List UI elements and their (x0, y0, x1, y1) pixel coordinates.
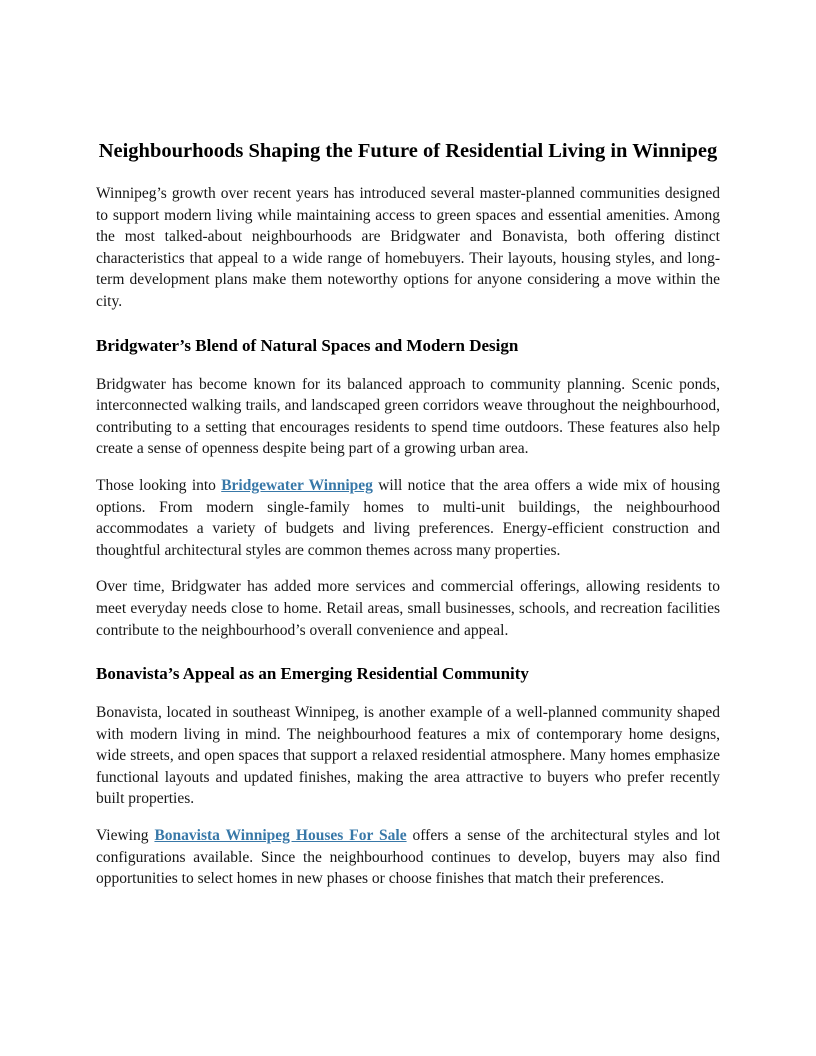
paragraph-text: will notice that the area offers a wide mix of housing options. From modern single-family homes to multi-unit buildings, the neighbourhood accommodates a variety of budgets and living preferences. Energy-efficient construction and thoughtful architectural styles are common themes across many properties. (96, 476, 721, 559)
paragraph-text: offers a sense of the architectural styles and lot configurations available. Since the neighbourhood continues to develop, buyers may also find opportunities to select homes in new phases or choose finishes that match their preferences. (96, 827, 720, 888)
paragraph-text: Bonavista, located in southeast Winnipeg, is another example of a well-planned community shaped with modern living in mind. The neighbourhood features a mix of contemporary home designs, wide streets, and open spaces that support a relaxed residential atmosphere. Many homes emphasize functional layouts and updated finishes, making the area attractive to buyers who prefer recently built properties. (96, 704, 720, 808)
heading-bridgwater: Bridgwater’s Blend of Natural Spaces and Modern Design (96, 335, 519, 355)
paragraph-text: Over time, Bridgwater has added more services and commercial offerings, allowing residents to meet everyday needs close to home. Retail areas, small businesses, schools, and recreation facilities contribute to the neighbourhood’s overall convenience and appeal. (96, 578, 720, 639)
bridgewater-winnipeg-link[interactable]: Bridgewater Winnipeg (221, 476, 373, 494)
bridgwater-paragraph-3 (96, 576, 720, 641)
paragraph-text: Winnipeg’s growth over recent years has introduced several master-planned communities designed to support modern living while maintaining access to green spaces and essential amenities. Among the most talked-about neighbourhoods are Bridgwater and Bonavista, both offering distinct characteristics that appeal to a wide range of homebuyers. Their layouts, housing styles, and long-term development plans make them noteworthy options for anyone considering a move within the city. (96, 185, 720, 310)
bonavista-paragraph-1 (96, 702, 720, 810)
document-content (96, 136, 720, 890)
bridgwater-paragraph-2 (96, 475, 720, 561)
bonavista-paragraph-2 (96, 825, 720, 890)
paragraph-text: Those looking into (96, 476, 222, 494)
paragraph-text: Bridgwater has become known for its balanced approach to community planning. Scenic ponds, interconnected walking trails, and landscaped green corridors weave throughout the neighbourhood, contributing to a setting that encourages residents to spend time outdoors. These features also help create a sense of openness despite being part of a growing urban area. (96, 375, 720, 458)
intro-paragraph (96, 183, 720, 313)
heading-bonavista: Bonavista’s Appeal as an Emerging Residential Community (96, 664, 529, 684)
bonavista-winnipeg-houses-for-sale-link[interactable]: Bonavista Winnipeg Houses For Sale (154, 827, 407, 845)
bridgwater-paragraph-1 (96, 374, 720, 460)
document-title: Neighbourhoods Shaping the Future of Residential Living in Winnipeg (98, 140, 718, 162)
paragraph-text: Viewing (96, 827, 155, 845)
